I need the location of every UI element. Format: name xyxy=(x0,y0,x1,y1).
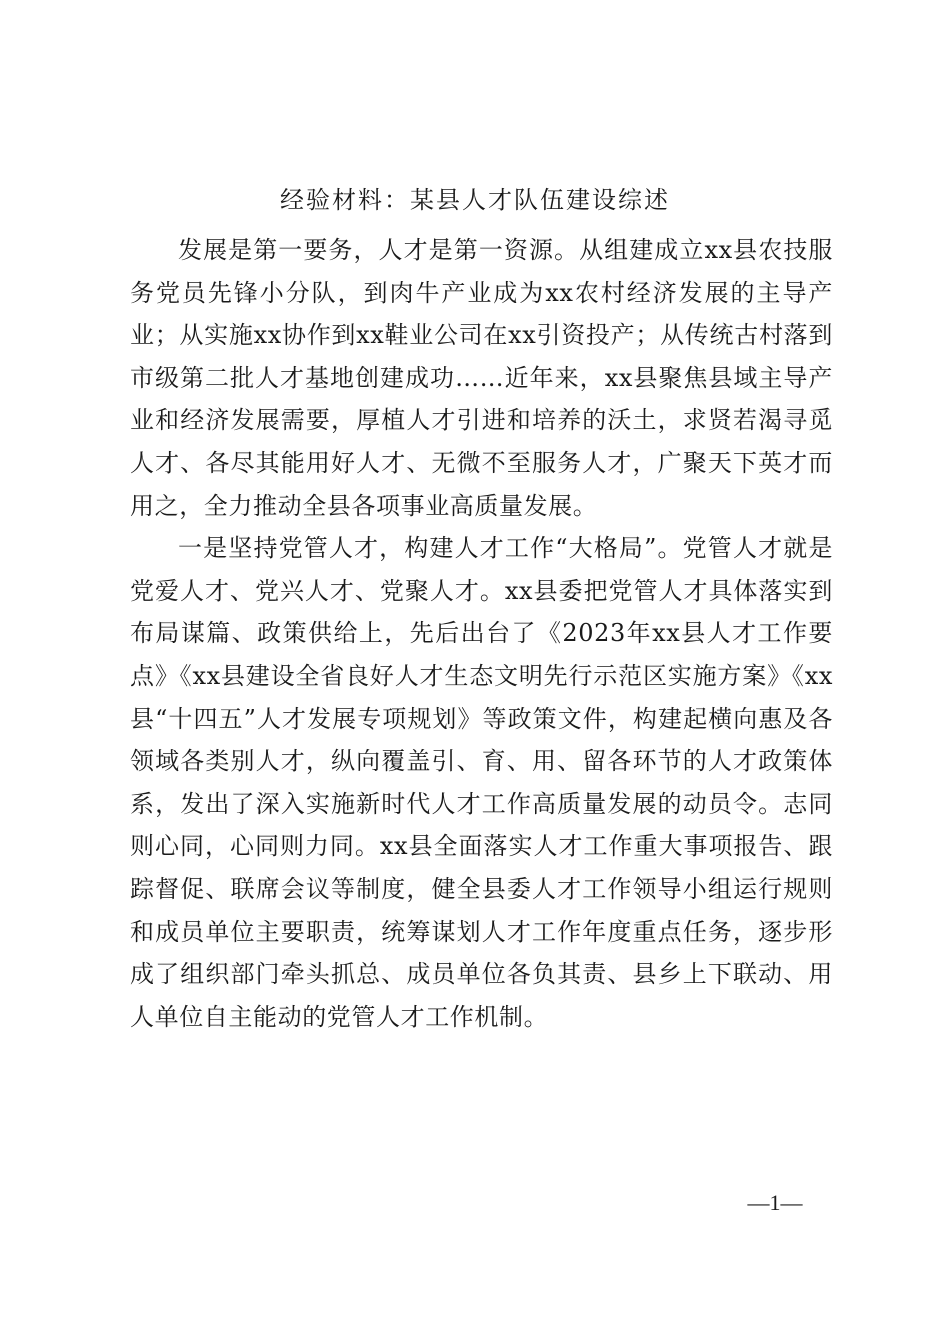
paragraph-intro: 发展是第一要务，人才是第一资源。从组建成立xx县农技服务党员先锋小分队，到肉牛产业成为xx农村经济发展的主导产业；从实施xx协作到xx鞋业公司在xx引资投产；从传统古村落到市级第二批人才基地创建成功……近年来，xx县聚焦县域主导产业和经济发展需要，厚植人才引进和培养的沃土，求贤若渴寻觅人才、各尽其能用好人才、无微不至服务人才，广聚天下英才而用之，全力推动全县各项事业高质量发展。 xyxy=(130,236,833,520)
paragraph-party-leadership: 一是坚持党管人才，构建人才工作“大格局”。党管人才就是党爱人才、党兴人才、党聚人才。xx县委把党管人才具体落实到布局谋篇、政策供给上，先后出台了《2023年xx县人才工作要点》《xx县建设全省良好人才生态文明先行示范区实施方案》《xx县“十四五”人才发展专项规划》等政策文件，构建起横向惠及各领域各类别人才，纵向覆盖引、育、用、留各环节的人才政策体系，发出了深入实施新时代人才工作高质量发展的动员令。志同则心同，心同则力同。xx县全面落实人才工作重大事项报告、跟踪督促、联席会议等制度，健全县委人才工作领导小组运行规则和成员单位主要职责，统筹谋划人才工作年度重点任务，逐步形成了组织部门牵头抓总、成员单位各负其责、县乡上下联动、用人单位自主能动的党管人才工作机制。 xyxy=(130,534,833,1031)
document-body xyxy=(130,229,833,1038)
page-number: —1— xyxy=(747,1190,803,1215)
document-title: 经验材料：某县人才队伍建设综述 xyxy=(280,186,670,214)
